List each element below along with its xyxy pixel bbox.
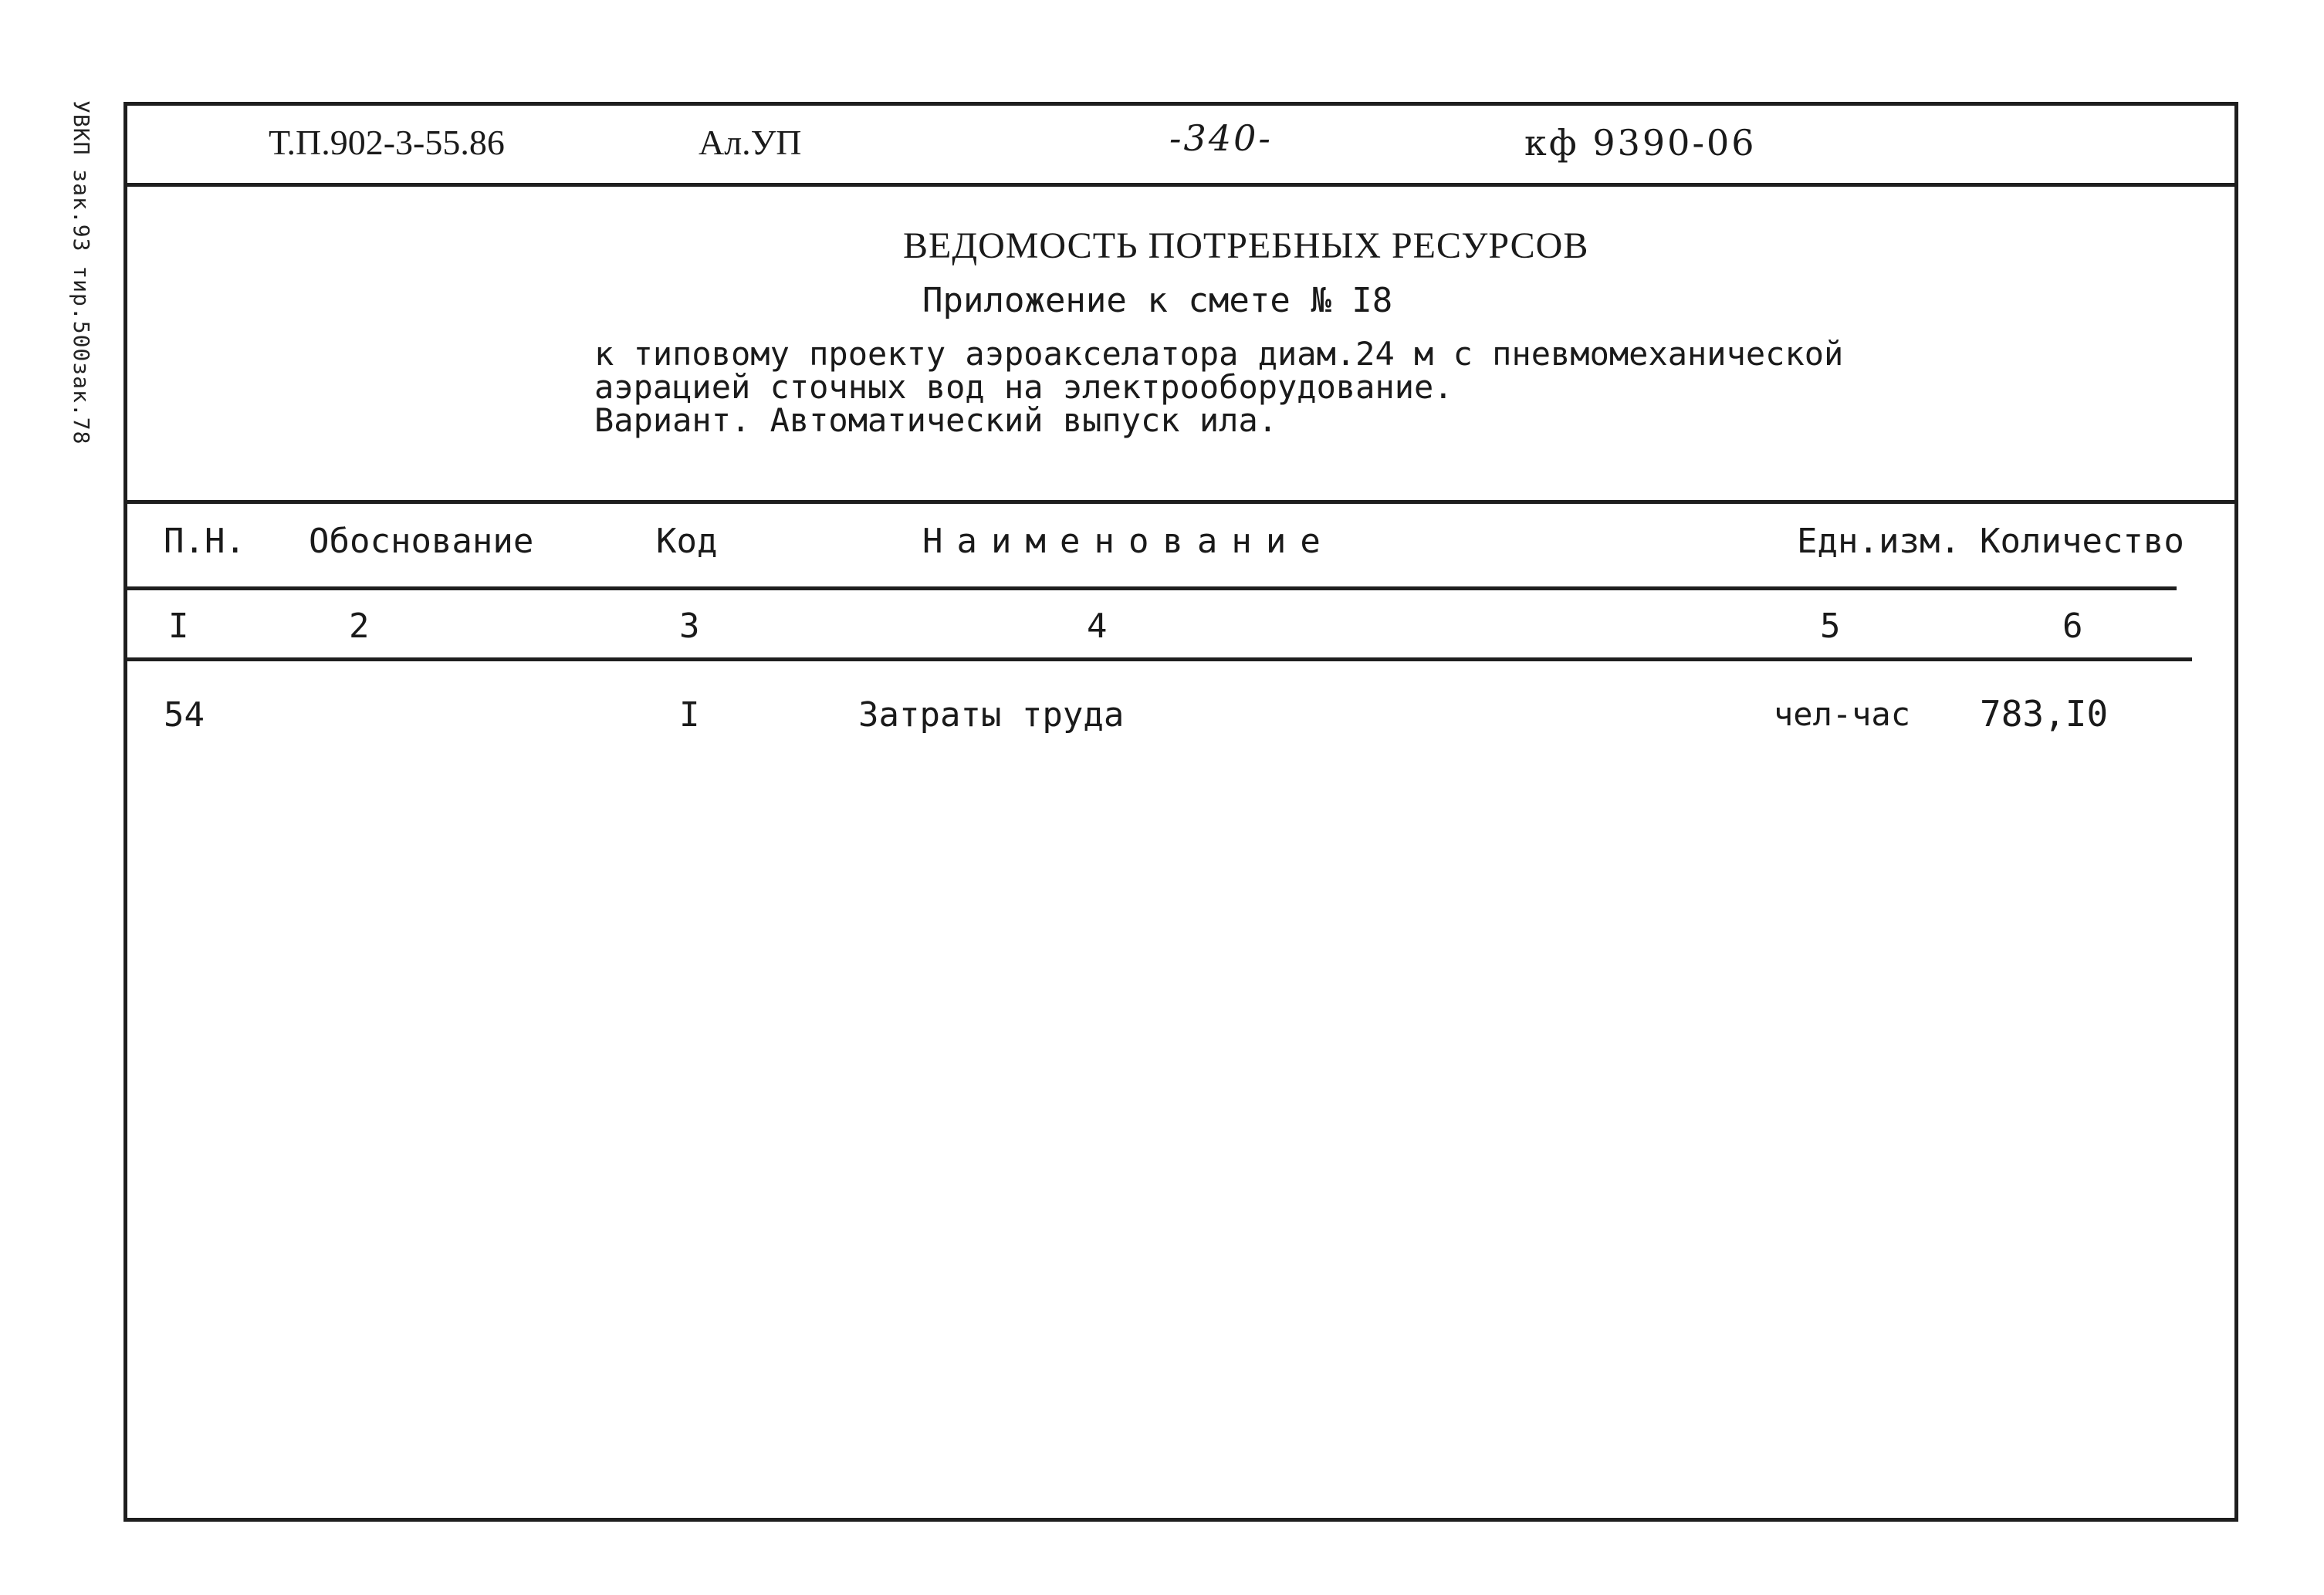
side-stamp-text: УВКП зак.93 тир.500зак.78 xyxy=(69,100,94,445)
column-number: 2 xyxy=(349,607,370,646)
page-number: -340- xyxy=(1169,117,1273,159)
description-line-1: к типовому проекту аэроакселатора диам.24 м с пневмомеханической xyxy=(594,335,1844,373)
row-name: Затраты труда xyxy=(858,695,1125,735)
row-quantity: 783,I0 xyxy=(1980,693,2109,735)
side-stamp xyxy=(60,100,99,486)
document-subtitle: Приложение к смете № I8 xyxy=(922,281,1393,320)
column-number: 5 xyxy=(1820,607,1841,646)
album-label: Ал.УП xyxy=(699,123,802,162)
header-divider xyxy=(123,183,2238,187)
title-divider xyxy=(123,500,2238,504)
row-item-no: 54 xyxy=(164,695,205,735)
project-code: Т.П.902-3-55.86 xyxy=(269,123,505,162)
description-line-2: аэрацией сточных вод на электрооборудование. xyxy=(594,368,1453,406)
row-code: I xyxy=(679,695,700,735)
header-name: Наименование xyxy=(922,522,1335,561)
registry-code: кф 9390-06 xyxy=(1524,122,1757,164)
column-number: 3 xyxy=(679,607,700,646)
document-title: ВЕДОМОСТЬ ПОТРЕБНЫХ РЕСУРСОВ xyxy=(903,225,1589,266)
column-number-divider xyxy=(123,657,2192,661)
header-quantity: Количество xyxy=(1980,522,2184,561)
column-number: 6 xyxy=(2062,607,2083,646)
description-line-3: Вариант. Автоматический выпуск ила. xyxy=(594,401,1278,439)
header-code: Код xyxy=(656,522,718,561)
column-number: 4 xyxy=(1087,607,1108,646)
header-row-divider xyxy=(123,586,2177,590)
row-unit: чел-час xyxy=(1774,695,1911,733)
header-unit: Едн.изм. xyxy=(1797,522,1960,561)
header-item-no: П.Н. xyxy=(164,522,245,561)
header-basis: Обоснование xyxy=(309,522,534,561)
column-number: I xyxy=(168,607,189,646)
